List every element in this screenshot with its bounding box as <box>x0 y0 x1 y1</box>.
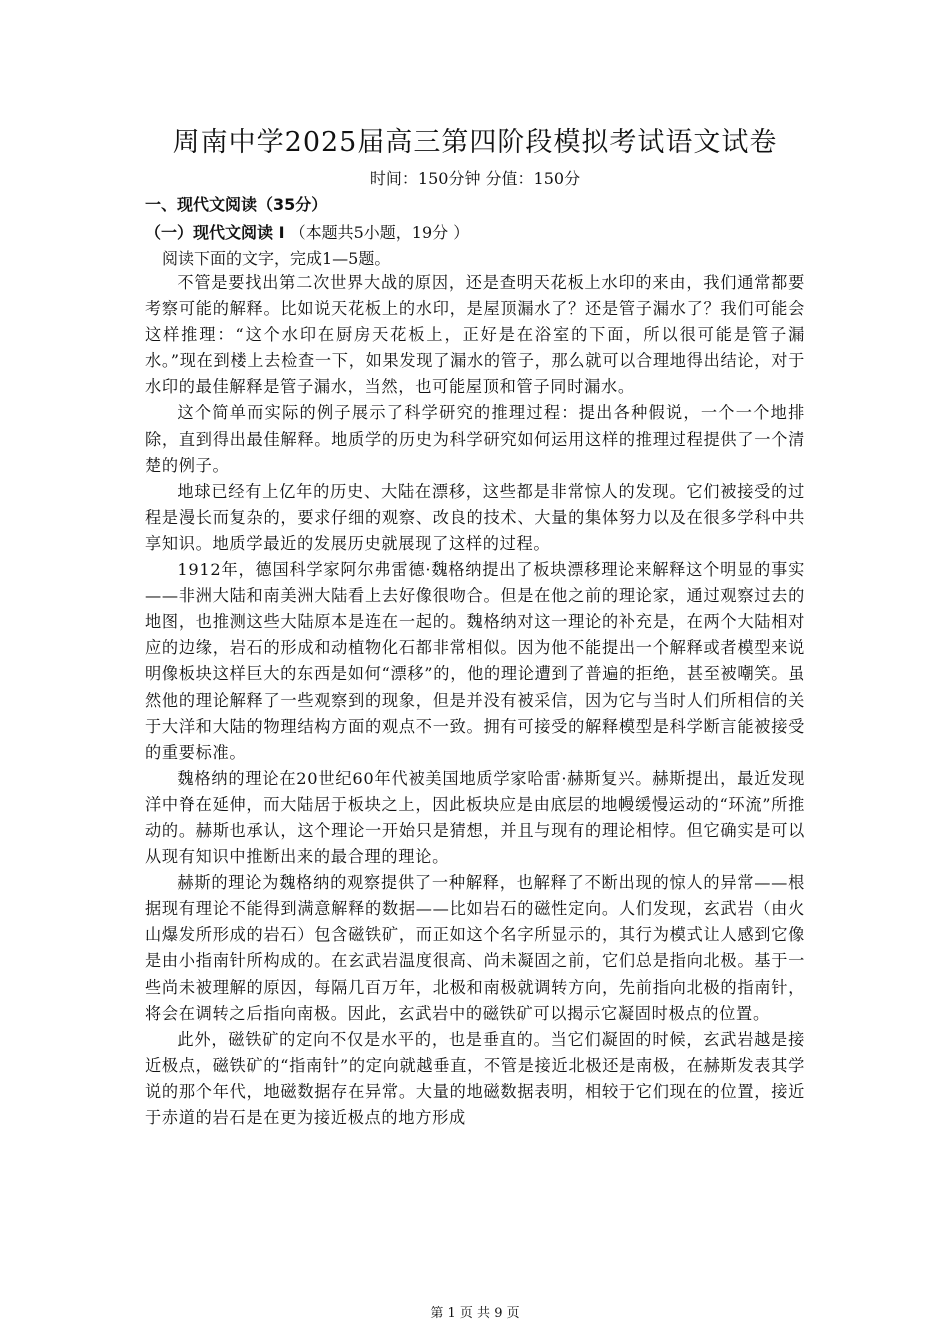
section-heading: 一、现代文阅读（35分） <box>145 195 328 214</box>
subsection-title: （一）现代文阅读 I <box>145 223 285 242</box>
passage-paragraph: 赫斯的理论为魏格纳的观察提供了一种解释，也解释了不断出现的惊人的异常——根据现有理论不能得到满意解释的数据——比如岩石的磁性定向。人们发现，玄武岩（由火山爆发所形成的岩石）包含磁铁矿，而正如这个名字所显示的，其行为模式让人感到它像是由小指南针所构成的。在玄武岩温度很高、尚未凝固之前，它们总是指向北极。基于一些尚未被理解的原因，每隔几百万年，北极和南极就调转方向，先前指向北极的指南针，将会在调转之后指向南极。因此，玄武岩中的磁铁矿可以揭示它凝固时极点的位置。 <box>145 873 805 1023</box>
exam-title: 周南中学2025届高三第四阶段模拟考试语文试卷 <box>172 127 778 158</box>
subsection-note: （本题共5小题，19分 ） <box>289 223 470 242</box>
reading-instruction: 阅读下面的文字，完成1—5题。 <box>162 249 391 268</box>
reading-passage <box>145 270 805 1131</box>
passage-paragraph: 地球已经有上亿年的历史、大陆在漂移，这些都是非常惊人的发现。它们被接受的过程是漫长而复杂的，要求仔细的观察、改良的技术、大量的集体努力以及在很多学科中共享知识。地质学最近的发展历史就展现了这样的过程。 <box>145 481 805 553</box>
passage-paragraph: 1912年，德国科学家阿尔弗雷德·魏格纳提出了板块漂移理论来解释这个明显的事实——非洲大陆和南美洲大陆看上去好像很吻合。但是在他之前的理论家，通过观察过去的地图，也推测这些大陆原本是连在一起的。魏格纳对这一理论的补充是，在两个大陆相对应的边缘，岩石的形成和动植物化石都非常相似。因为他不能提出一个解释或者模型来说明像板块这样巨大的东西是如何“漂移”的，他的理论遭到了普遍的拒绝，甚至被嘲笑。虽然他的理论解释了一些观察到的现象，但是并没有被采信，因为它与当时人们所相信的关于大洋和大陆的物理结构方面的观点不一致。拥有可接受的解释模型是科学断言能被接受的重要标准。 <box>145 560 805 762</box>
subsection-heading <box>145 220 469 243</box>
passage-paragraph: 魏格纳的理论在20世纪60年代被美国地质学家哈雷·赫斯复兴。赫斯提出，最近发现洋中脊在延伸，而大陆居于板块之上，因此板块应是由底层的地幔缓慢运动的“环流”所推动的。赫斯也承认，这个理论一开始只是猜想，并且与现有的理论相悖。但它确实是可以从现有知识中推断出来的最合理的理论。 <box>145 768 805 867</box>
passage-paragraph: 此外，磁铁矿的定向不仅是水平的，也是垂直的。当它们凝固的时候，玄武岩越是接近极点，磁铁矿的“指南针”的定向就越垂直，不管是接近北极还是南极，在赫斯发表其学说的那个年代，地磁数据存在异常。大量的地磁数据表明，相较于它们现在的位置，接近于赤道的岩石是在更为接近极点的地方形成 <box>145 1029 805 1127</box>
passage-paragraph: 不管是要找出第二次世界大战的原因，还是查明天花板上水印的来由，我们通常都要考察可能的解释。比如说天花板上的水印，是屋顶漏水了？还是管子漏水了？我们可能会这样推理：“这个水印在厨房天花板上，正好是在浴室的下面，所以很可能是管子漏水。”现在到楼上去检查一下，如果发现了漏水的管子，那么就可以合理地得出结论，对于水印的最佳解释是管子漏水，当然，也可能屋顶和管子同时漏水。 <box>145 273 805 397</box>
passage-paragraph: 这个简单而实际的例子展示了科学研究的推理过程：提出各种假说，一个一个地排除，直到得出最佳解释。地质学的历史为科学研究如何运用这样的推理过程提供了一个清楚的例子。 <box>145 403 805 475</box>
page-number: 第 1 页 共 9 页 <box>430 1306 520 1321</box>
exam-meta: 时间：150分钟 分值：150分 <box>369 169 581 188</box>
